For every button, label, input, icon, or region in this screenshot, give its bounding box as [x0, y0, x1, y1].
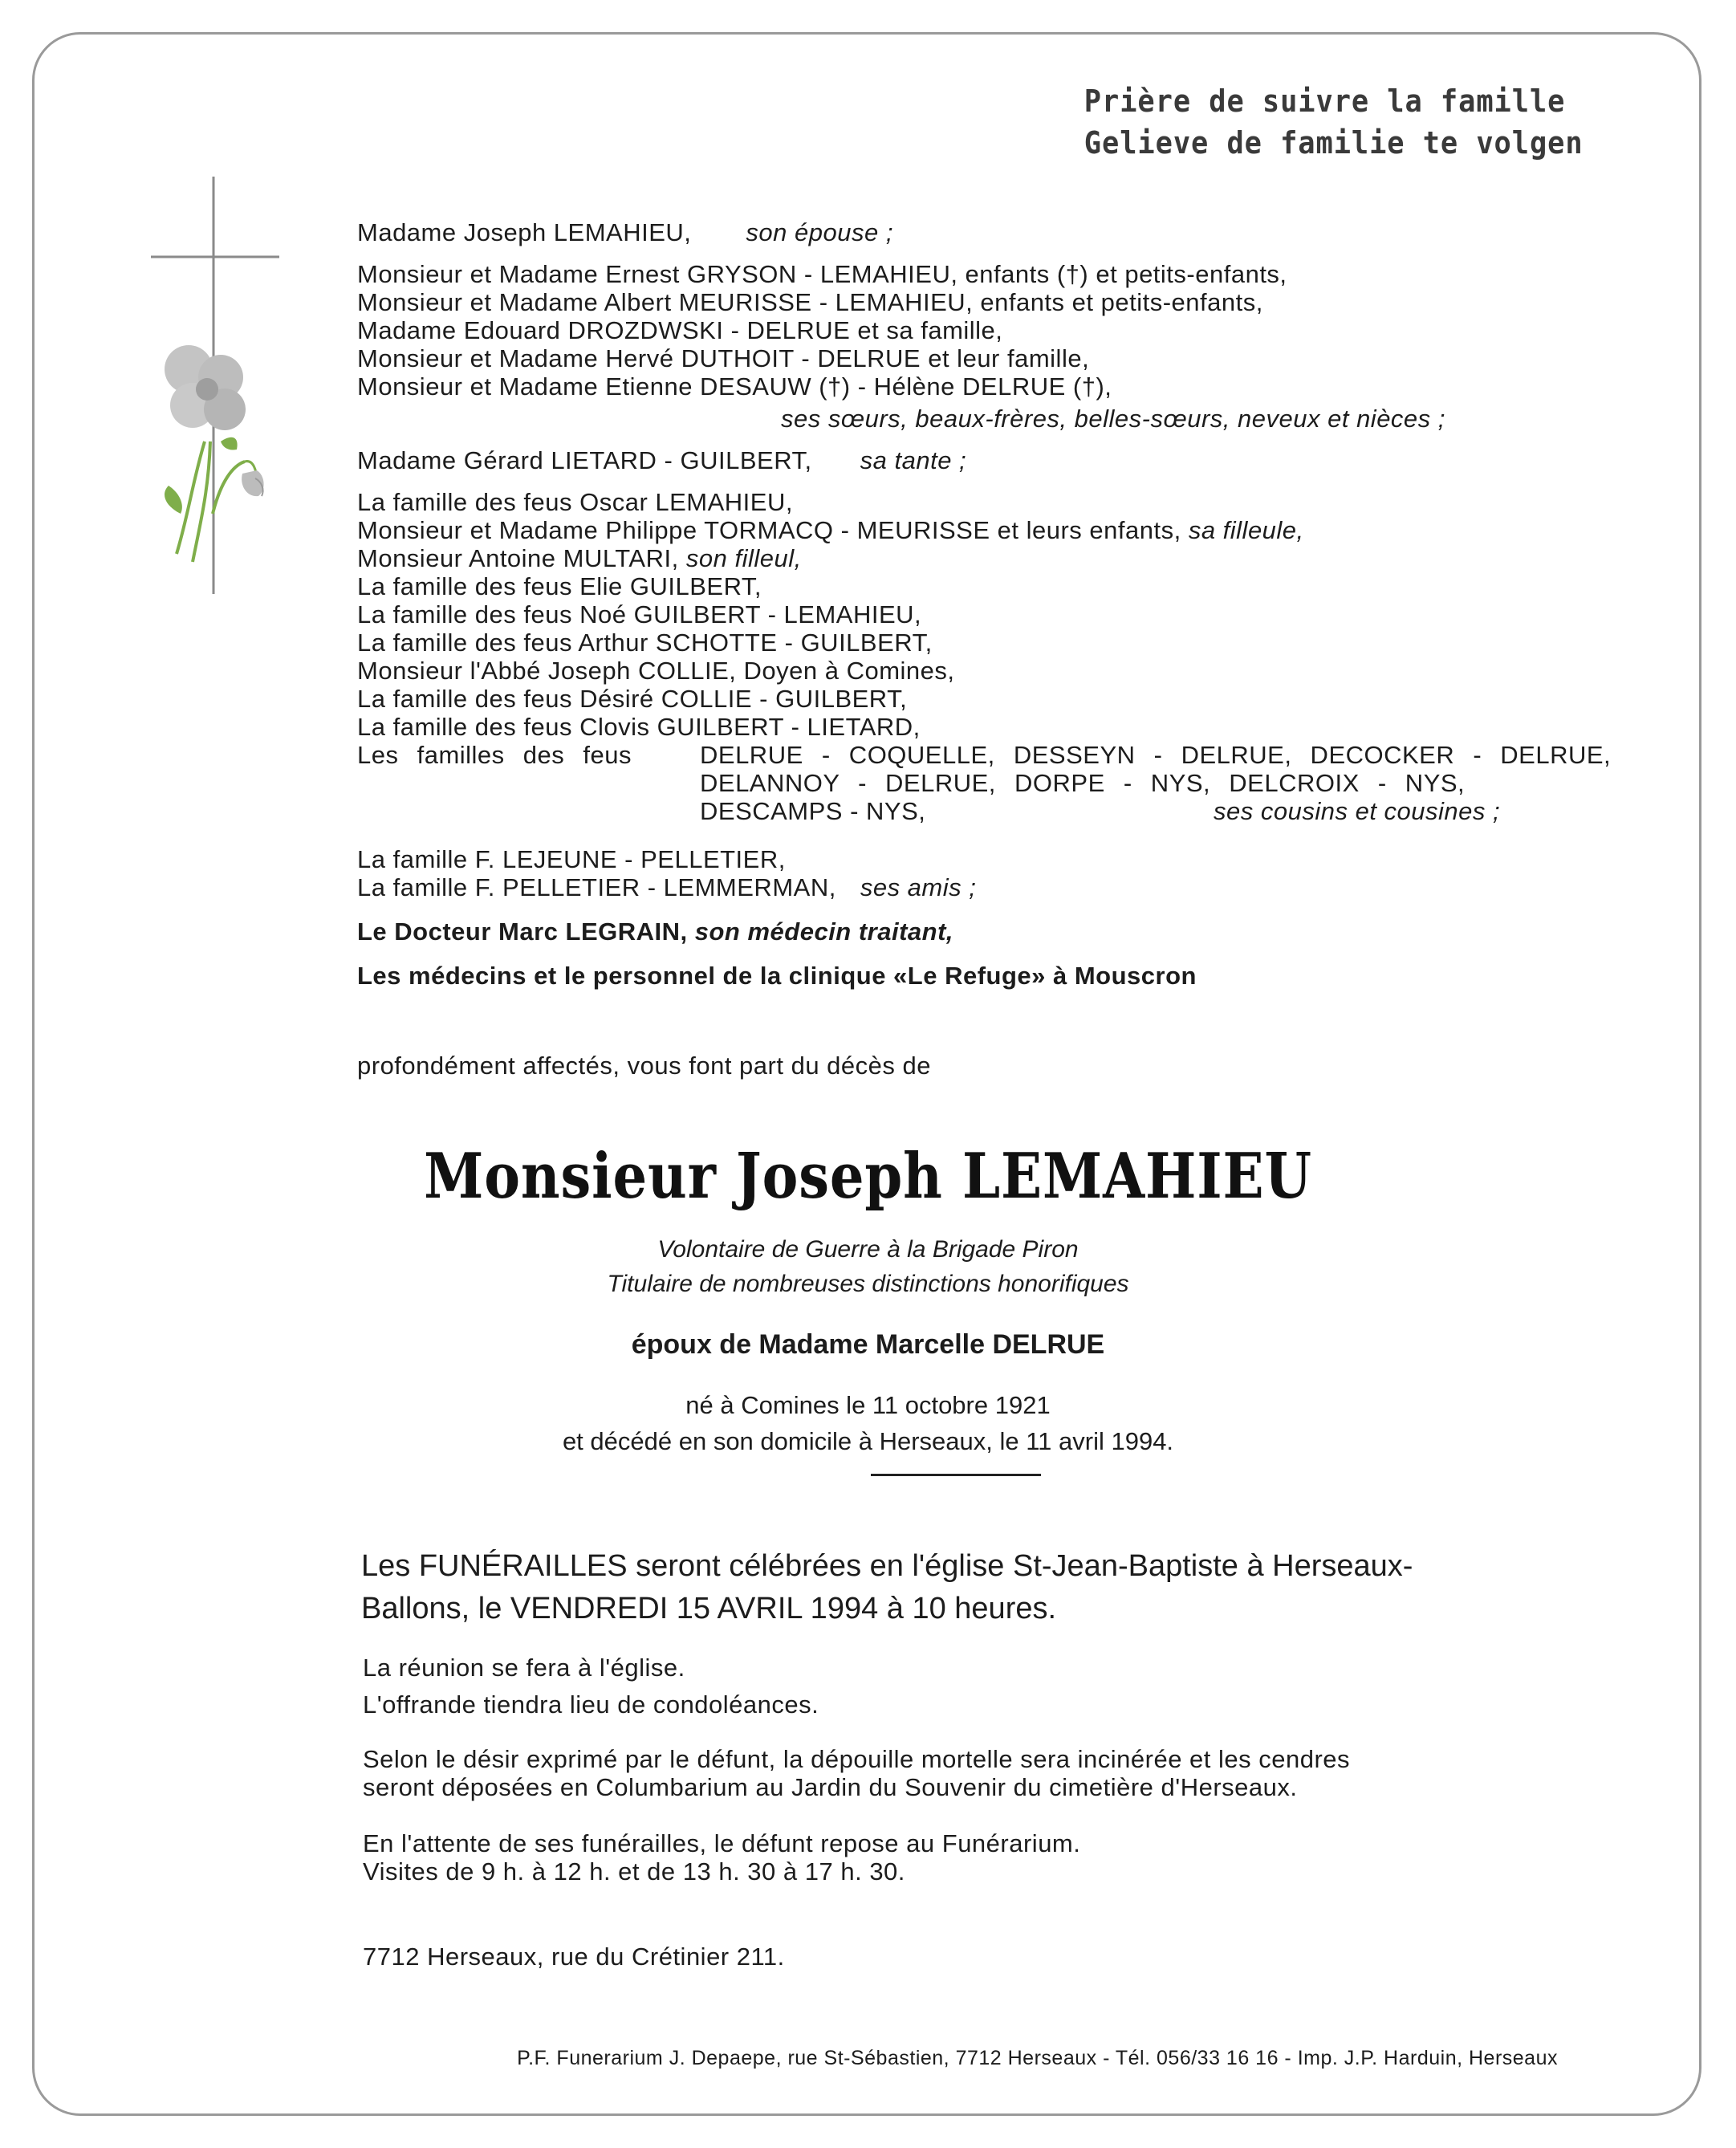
cousins-role: ses cousins et cousines ; — [1214, 797, 1501, 825]
divider — [871, 1474, 1041, 1476]
deceased-spouse: époux de Madame Marcelle DELRUE — [631, 1329, 1105, 1360]
line-desauw: Monsieur et Madame Etienne DESAUW (†) - Hélène DELRUE (†), — [357, 372, 1112, 401]
cross-flower-illustration — [144, 177, 289, 602]
goddaughter-role: sa filleule, — [1188, 516, 1304, 544]
doctor-name: Le Docteur Marc LEGRAIN, — [357, 917, 688, 946]
godson-role: son filleul, — [685, 544, 802, 572]
line-doctor — [357, 917, 953, 946]
line-pelletier — [357, 873, 976, 902]
line-lietard — [357, 446, 966, 475]
line-desire: La famille des feus Désiré COLLIE - GUILBERT, — [357, 685, 908, 713]
visits-text: Visites de 9 h. à 12 h. et de 13 h. 30 à 17 h. 30. — [363, 1857, 905, 1886]
spouse-name: Madame Joseph LEMAHIEU, — [357, 218, 692, 246]
printer-footer: P.F. Funerarium J. Depaepe, rue St-Sébastien, 7712 Herseaux - Tél. 056/33 16 16 - Imp. J.P. Harduin, Herseaux — [517, 2047, 1558, 2069]
pelletier-name: La famille F. PELLETIER - LEMMERMAN, — [357, 873, 836, 901]
line-spouse — [357, 218, 893, 247]
line-collie-abbe: Monsieur l'Abbé Joseph COLLIE, Doyen à Comines, — [357, 657, 955, 685]
stamp-line-dutch: Gelieve de familie te volgen — [1084, 125, 1584, 161]
deceased-title-war: Volontaire de Guerre à la Brigade Piron — [657, 1236, 1079, 1263]
offering-text: L'offrande tiendra lieu de condoléances. — [363, 1690, 819, 1719]
family-stamp — [1084, 80, 1584, 164]
line-duthoit: Monsieur et Madame Hervé DUTHOIT - DELRUE et leur famille, — [357, 344, 1090, 372]
line-noe: La famille des feus Noé GUILBERT - LEMAHIEU, — [357, 600, 922, 629]
line-siblings-role: ses sœurs, beaux-frères, belles-sœurs, neveux et nièces ; — [781, 405, 1445, 433]
meeting-text: La réunion se fera à l'église. — [363, 1654, 685, 1682]
friends-role: ses amis ; — [860, 873, 977, 901]
deceased-title-honors: Titulaire de nombreuses distinctions honorifiques — [607, 1271, 1129, 1297]
deceased-death: et décédé en son domicile à Herseaux, le 11 avril 1994. — [562, 1427, 1174, 1455]
cremation-text-2: seront déposées en Columbarium au Jardin du Souvenir du cimetière d'Herseaux. — [363, 1773, 1298, 1801]
line-families-c: DELANNOY - DELRUE, DORPE - NYS, DELCROIX - NYS, — [700, 769, 1466, 797]
line-descamps: DESCAMPS - NYS, — [700, 797, 926, 825]
spouse-role: son épouse ; — [746, 218, 893, 246]
funeral-line-2: Ballons, le VENDREDI 15 AVRIL 1994 à 10 heures. — [361, 1592, 1057, 1625]
line-clinic: Les médecins et le personnel de la clinique «Le Refuge» à Mouscron — [357, 962, 1197, 990]
doctor-role: son médecin traitant, — [694, 917, 954, 946]
line-tormacq — [357, 516, 1304, 545]
lietard-name: Madame Gérard LIETARD - GUILBERT, — [357, 446, 812, 474]
line-drozdwski: Madame Edouard DROZDWSKI - DELRUE et sa famille, — [357, 316, 1003, 344]
announcement-text: profondément affectés, vous font part du décès de — [357, 1052, 931, 1080]
funeral-line-1: Les FUNÉRAILLES seront célébrées en l'église St-Jean-Baptiste à Herseaux- — [361, 1549, 1413, 1583]
aunt-role: sa tante ; — [860, 446, 967, 474]
line-families-a: Les familles des feus — [357, 741, 632, 769]
home-address: 7712 Herseaux, rue du Crétinier 211. — [363, 1943, 785, 1971]
line-gryson: Monsieur et Madame Ernest GRYSON - LEMAHIEU, enfants (†) et petits-enfants, — [357, 260, 1287, 288]
line-multari — [357, 544, 802, 573]
deceased-name: Monsieur Joseph LEMAHIEU — [424, 1140, 1312, 1213]
funerarium-text: En l'attente de ses funérailles, le défunt repose au Funérarium. — [363, 1829, 1081, 1857]
tormacq-name: Monsieur et Madame Philippe TORMACQ - MEURISSE et leurs enfants, — [357, 516, 1181, 544]
line-oscar: La famille des feus Oscar LEMAHIEU, — [357, 488, 793, 516]
line-clovis: La famille des feus Clovis GUILBERT - LIETARD, — [357, 713, 921, 741]
stamp-line-french: Prière de suivre la famille — [1084, 83, 1566, 119]
multari-name: Monsieur Antoine MULTARI, — [357, 544, 679, 572]
line-lejeune: La famille F. LEJEUNE - PELLETIER, — [357, 845, 786, 873]
cremation-text-1: Selon le désir exprimé par le défunt, la dépouille mortelle sera incinérée et les cendres — [363, 1745, 1351, 1773]
line-elie: La famille des feus Elie GUILBERT, — [357, 572, 762, 600]
deceased-birth: né à Comines le 11 octobre 1921 — [685, 1391, 1051, 1419]
line-schotte: La famille des feus Arthur SCHOTTE - GUILBERT, — [357, 629, 933, 657]
line-families-b: DELRUE - COQUELLE, DESSEYN - DELRUE, DECOCKER - DELRUE, — [700, 741, 1612, 769]
line-meurisse: Monsieur et Madame Albert MEURISSE - LEMAHIEU, enfants et petits-enfants, — [357, 288, 1263, 316]
